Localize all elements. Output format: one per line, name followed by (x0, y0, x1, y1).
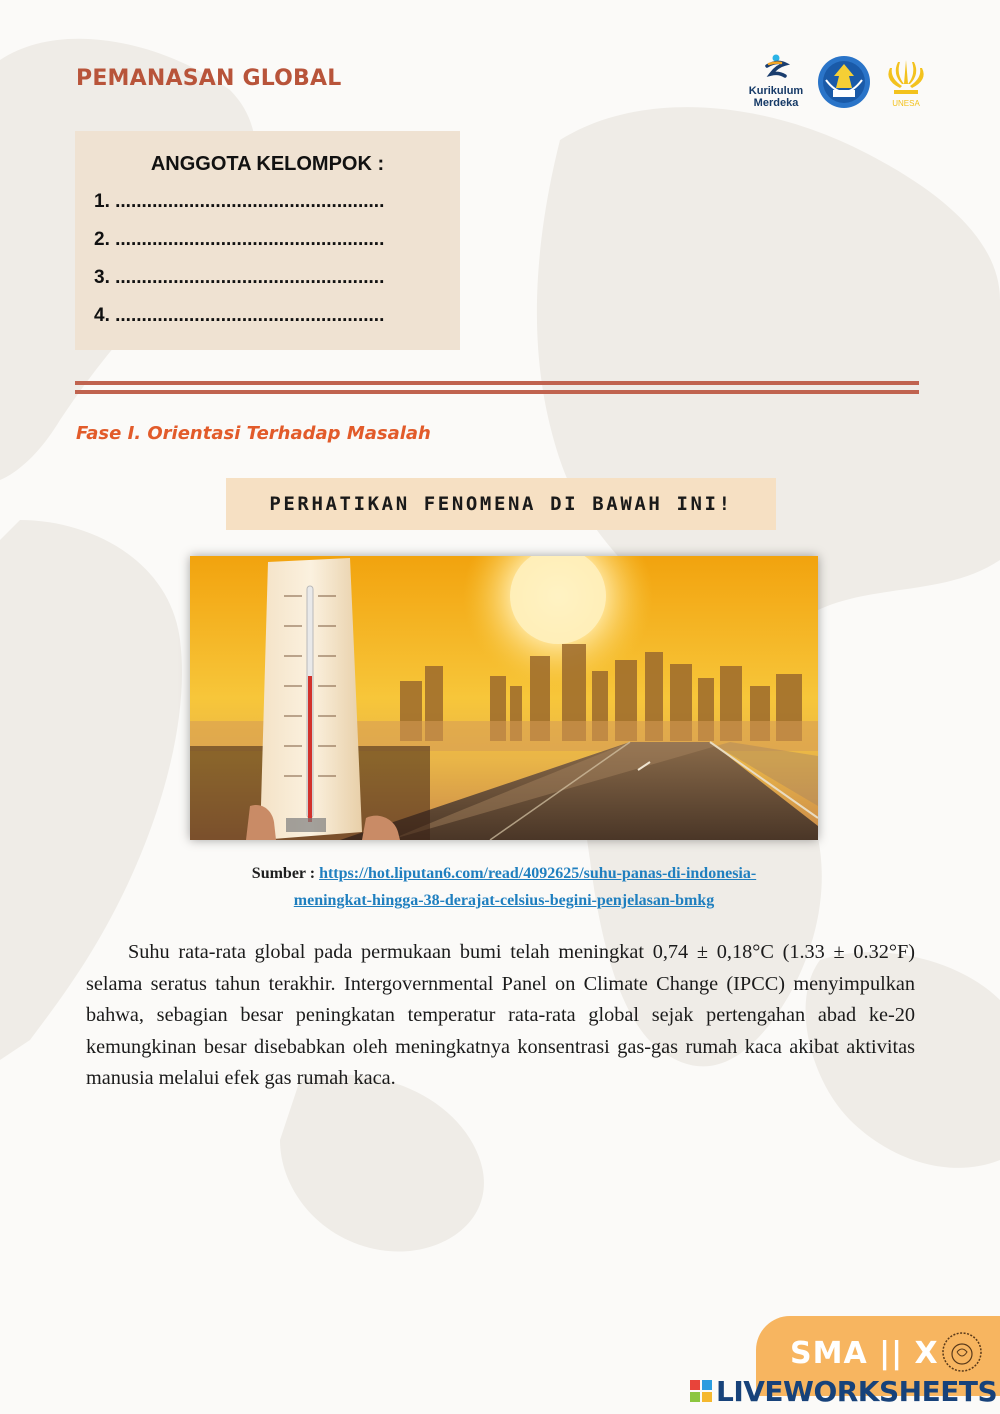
kurikulum-merdeka-icon (761, 54, 791, 80)
kurikulum-merdeka-logo (744, 54, 808, 109)
notice-banner (226, 478, 776, 530)
body-paragraph: Suhu rata-rata global pada permukaan bumi telah meningkat 0,74 ± 0,18°C (1.33 ± 0.32°F) selama seratus tahun terakhir. Intergovernmental Panel on Climate Change (IPCC) menyimpulkan bahwa, sebagian besar peningkatan temperatur rata-rata global sejak pertengahan abad ke-20 kemungkinan besar disebabkan oleh meningkatnya konsentrasi gas-gas rumah kaca akibat aktivitas manusia melalui efek gas rumah kaca. (86, 941, 915, 1090)
unesa-label: UNESA (892, 99, 920, 108)
liveworksheets-logo-icon (690, 1380, 712, 1402)
institution-logos (744, 52, 934, 112)
group-member-1[interactable]: 1. ................................................... (94, 191, 385, 212)
source-label: Sumber : (251, 865, 320, 882)
phase-heading: Fase I. Orientasi Terhadap Masalah (76, 423, 431, 444)
grade-label: SMA || X (790, 1336, 939, 1371)
source-link[interactable]: https://hot.liputan6.com/read/4092625/suhu-panas-di-indonesia- (319, 865, 757, 882)
group-member-3[interactable]: 3. ................................................... (94, 267, 385, 288)
page-title: PEMANASAN GLOBAL (76, 66, 342, 91)
group-member-2[interactable]: 2. ................................................... (94, 229, 385, 250)
kurikulum-label-1: Kurikulum (748, 85, 804, 97)
kurikulum-label-2: Merdeka (753, 97, 799, 109)
group-member-4[interactable]: 4. ................................................... (94, 305, 385, 326)
tut-wuri-handayani-emblem-icon (816, 54, 872, 110)
section-divider-top (75, 381, 919, 385)
stamp-seal-icon (940, 1330, 984, 1374)
heatwave-photo (190, 556, 818, 840)
liveworksheets-watermark (690, 1374, 997, 1408)
watermark-text: LIVEWORKSHEETS (716, 1374, 998, 1408)
section-divider-bottom (75, 390, 919, 394)
source-link-continued[interactable]: meningkat-hingga-38-derajat-celsius-begini-penjelasan-bmkg (293, 892, 715, 909)
notice-text: PERHATIKAN FENOMENA DI BAWAH INI! (269, 493, 733, 515)
image-source (190, 860, 818, 914)
group-members-box (75, 131, 460, 350)
unesa-emblem-icon (878, 54, 934, 110)
group-members-title: ANGGOTA KELOMPOK : (150, 153, 385, 175)
